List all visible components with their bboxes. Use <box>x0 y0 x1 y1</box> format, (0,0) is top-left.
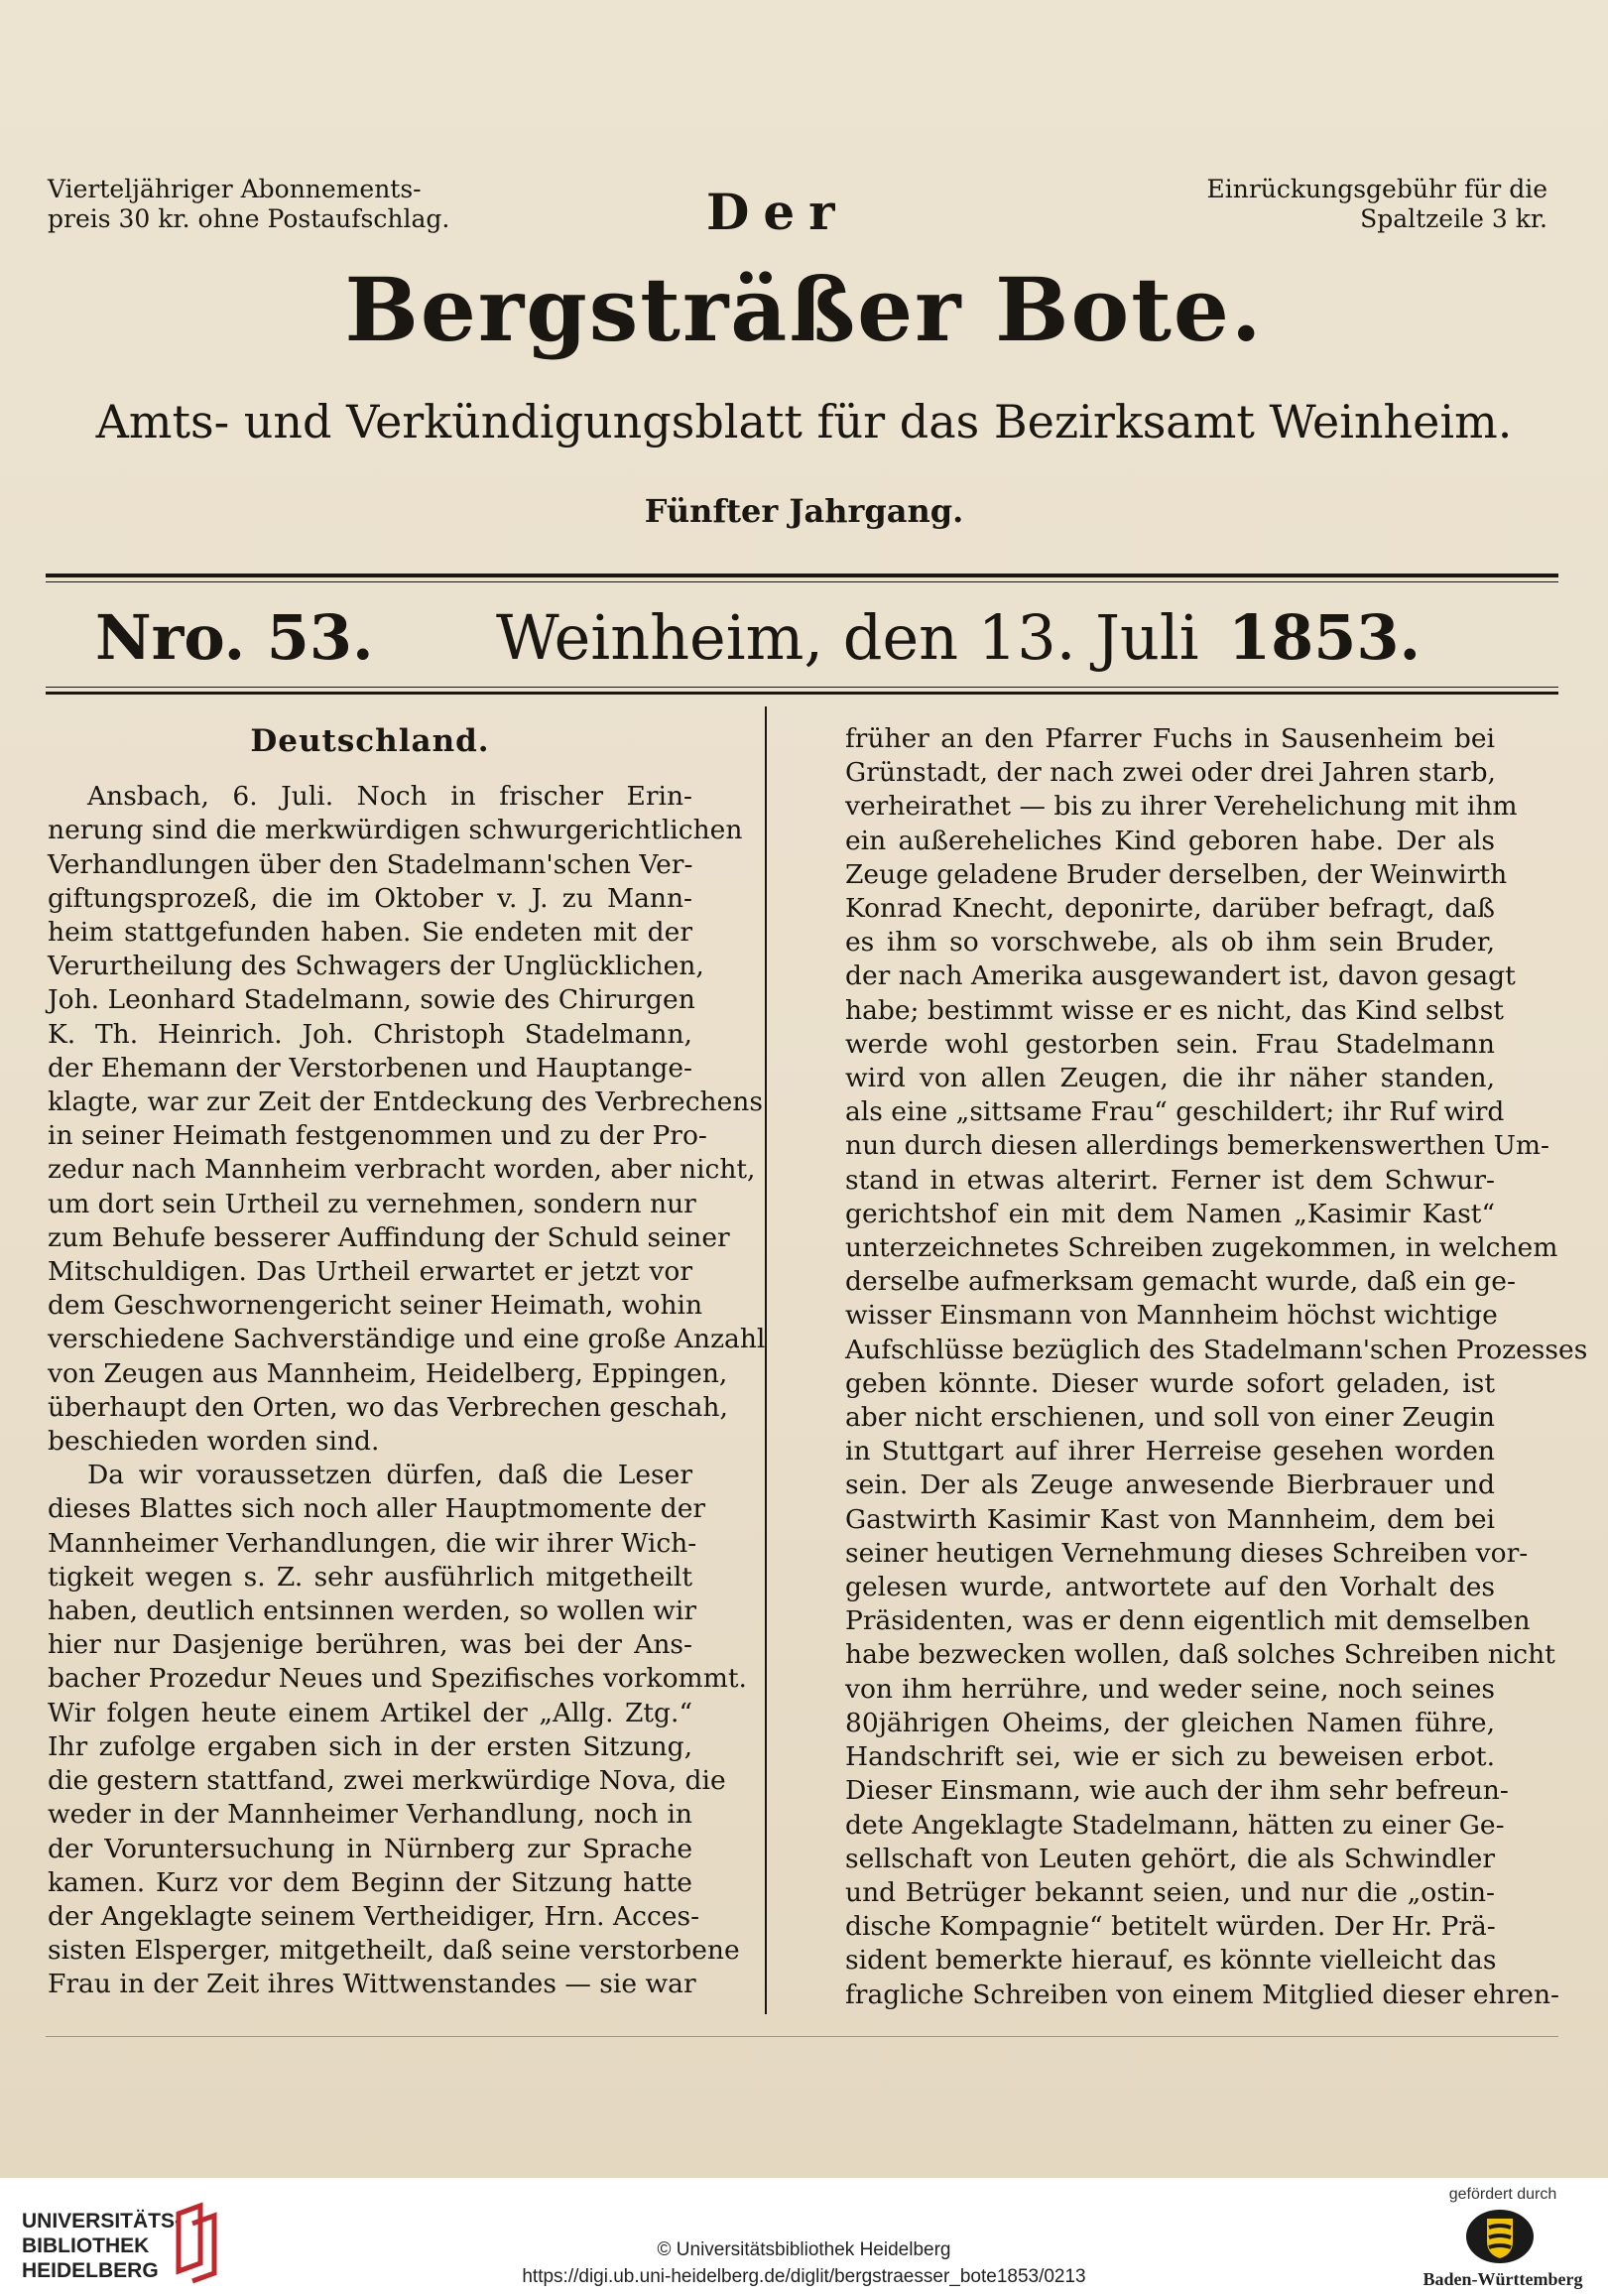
coat-of-arms-icon <box>1464 2208 1536 2265</box>
article-line: von Zeugen aus Mannheim, Heidelberg, Eppingen, <box>48 1357 728 1389</box>
article-line: Joh. Leonhard Stadelmann, sowie des Chirurgen <box>48 984 695 1016</box>
article-line: ein außereheliches Kind geboren habe. Der als <box>845 825 1495 856</box>
left-column <box>48 723 766 2002</box>
issue-number: Nro. 53. <box>95 601 374 674</box>
footer-bar <box>0 2178 1608 2296</box>
article-line: gelesen wurde, antwortete auf den Vorhalt des <box>845 1572 1495 1603</box>
article-line: dische Kompagnie“ betitelt würden. Der Hr. Prä- <box>845 1911 1496 1943</box>
article-line: beschieden worden sind. <box>48 1426 380 1458</box>
article-line: in Stuttgart auf ihrer Herreise gesehen worden <box>845 1436 1495 1467</box>
article-line: derselbe aufmerksam gemacht wurde, daß ein ge- <box>845 1266 1516 1298</box>
insertion-fee-line: Einrückungsgebühr für die <box>1206 175 1547 203</box>
article-line: heim stattgefunden haben. Sie endeten mit der <box>48 917 692 949</box>
article-line: fragliche Schreiben von einem Mitglied dieser ehren- <box>845 1978 1559 2010</box>
article-line: Da wir voraussetzen dürfen, daß die Leser <box>87 1460 692 1491</box>
masthead-der: Der <box>706 183 849 241</box>
bottom-double-rule <box>46 692 1558 695</box>
article-line: sisten Elsperger, mitgetheilt, daß seine verstorbene <box>48 1935 740 1967</box>
article-line: Dieser Einsmann, wie auch der ihm sehr befreun- <box>845 1775 1509 1807</box>
article-line: sein. Der als Zeuge anwesende Bierbrauer und <box>845 1469 1495 1501</box>
article-line: Mannheimer Verhandlungen, die wir ihrer Wich- <box>48 1527 697 1559</box>
article-line: als eine „sittsame Frau“ geschildert; ihr Ruf wird <box>845 1096 1505 1128</box>
article-line: Wir folgen heute einem Artikel der „Allg. Ztg.“ <box>48 1697 692 1728</box>
article-line: der Ehemann der Verstorbenen und Hauptange- <box>48 1052 692 1084</box>
article-line: der Voruntersuchung in Nürnberg zur Sprache <box>48 1833 692 1864</box>
article-line: Handschrift sei, wie er sich zu beweisen erbot. <box>845 1741 1495 1773</box>
column-divider <box>765 706 767 2014</box>
article-line: Ihr zufolge ergaben sich in der ersten Sitzung, <box>48 1730 692 1762</box>
article-line: werde wohl gestorben sein. Frau Stadelmann <box>845 1028 1495 1060</box>
library-wordmark-line: HEIDELBERG <box>22 2259 159 2282</box>
article-line: dem Geschwornengericht seiner Heimath, wohin <box>48 1290 703 1322</box>
article-line: tigkeit wegen s. Z. sehr ausführlich mitgetheilt <box>48 1561 692 1593</box>
issue-place-date: Weinheim, den 13. Juli <box>496 601 1199 674</box>
insertion-fee-line: Spaltzeile 3 kr. <box>1360 204 1547 233</box>
article-line: habe; bestimmt wisse er es nicht, das Kind selbst <box>845 994 1504 1026</box>
article-line: Verurtheilung des Schwagers der Unglücklichen, <box>48 951 704 982</box>
article-line: zum Behufe besserer Auffindung der Schuld seiner <box>48 1221 730 1253</box>
article-line: nerung sind die merkwürdigen schwurgerichtlichen <box>48 815 743 846</box>
article-line: die gestern stattfand, zwei merkwürdige Nova, die <box>48 1765 726 1797</box>
copyright-text: © Universitätsbibliothek Heidelberg <box>657 2239 951 2260</box>
article-line: Grünstadt, der nach zwei oder drei Jahren starb, <box>845 757 1496 789</box>
article-line: Ansbach, 6. Juli. Noch in frischer Erin- <box>87 781 692 813</box>
article-line: verheirathet — bis zu ihrer Verehelichung mit ihm <box>845 791 1518 823</box>
article-line: seiner heutigen Vernehmung dieses Schreiben vor- <box>845 1537 1529 1569</box>
article-line: überhaupt den Orten, wo das Verbrechen geschah, <box>48 1391 728 1423</box>
article-line: 80jährigen Oheims, der gleichen Namen führe, <box>845 1707 1495 1738</box>
article-line: Konrad Knecht, deponirte, darüber befragt, daß <box>845 893 1495 925</box>
article-line: zedur nach Mannheim verbracht worden, aber nicht, <box>48 1154 756 1186</box>
bottom-double-rule-thin <box>46 687 1558 688</box>
article-line: aber nicht erschienen, und soll von einer Zeugin <box>845 1402 1495 1434</box>
article-line: haben, deutlich entsinnen werden, so wollen wir <box>48 1595 697 1627</box>
article-line: sellschaft von Leuten gehört, die als Schwindler <box>845 1843 1495 1874</box>
article-line: dieses Blattes sich noch aller Hauptmomente der <box>48 1493 706 1525</box>
article-line: wird von allen Zeugen, die ihr näher standen, <box>845 1063 1495 1094</box>
article-line: nun durch diesen allerdings bemerkenswerthen Um- <box>845 1130 1550 1162</box>
article-line: giftungsprozeß, die im Oktober v. J. zu Mann- <box>48 882 692 914</box>
article-line: Verhandlungen über den Stadelmann'schen Ver- <box>48 848 693 880</box>
article-line: kamen. Kurz vor dem Beginn der Sitzung hatte <box>48 1866 692 1898</box>
article-line: wisser Einsmann von Mannheim höchst wichtige <box>845 1300 1498 1332</box>
newspaper-title: Bergsträßer Bote. <box>344 258 1264 361</box>
article-line: sident bemerkte hierauf, es könnte vielleicht das <box>845 1945 1497 1977</box>
article-line: der Angeklagte seinem Vertheidiger, Hrn. Acces- <box>48 1900 700 1932</box>
state-label: Baden-Württemberg <box>1422 2269 1583 2289</box>
page-bottom-edge <box>46 2036 1558 2037</box>
article-line: um dort sein Urtheil zu vernehmen, sondern nur <box>48 1188 696 1219</box>
subscription-note-line: preis 30 kr. ohne Postaufschlag. <box>48 204 450 233</box>
article-line: von ihm herrühre, und weder seine, noch seines <box>845 1673 1495 1705</box>
article-line: geben könnte. Dieser wurde sofort geladen, ist <box>845 1367 1495 1399</box>
article-line: Gastwirth Kasimir Kast von Mannheim, dem bei <box>845 1503 1495 1535</box>
right-column <box>845 722 1588 2012</box>
article-line: bacher Prozedur Neues und Spezifisches vorkommt. <box>48 1663 747 1695</box>
article-line: K. Th. Heinrich. Joh. Christoph Stadelmann, <box>48 1018 692 1050</box>
permalink-link[interactable]: https://digi.ub.uni-heidelberg.de/diglit/bergstraesser_bote1853/0213 <box>522 2266 1086 2287</box>
article-line: dete Angeklagte Stadelmann, hätten zu einer Ge- <box>845 1809 1505 1841</box>
article-line: Präsidenten, was er denn eigentlich mit demselben <box>845 1605 1531 1637</box>
article-line: der nach Amerika ausgewandert ist, davon gesagt <box>845 960 1516 992</box>
newspaper-subtitle: Amts- und Verkündigungsblatt für das Bezirksamt Weinheim. <box>95 395 1513 448</box>
article-line: habe bezwecken wollen, daß solches Schreiben nicht <box>845 1639 1555 1671</box>
article-line: unterzeichnetes Schreiben zugekommen, in welchem <box>845 1232 1558 1264</box>
article-line: weder in der Mannheimer Verhandlung, noch in <box>48 1799 692 1831</box>
article-line: Aufschlüsse bezüglich des Stadelmann'schen Prozesses <box>845 1334 1588 1365</box>
article-line: es ihm so vorschwebe, als ob ihm sein Bruder, <box>845 927 1495 958</box>
top-double-rule-thin <box>46 581 1558 582</box>
article-line: hier nur Dasjenige berühren, was bei der Ans- <box>48 1629 692 1661</box>
article-line: gerichtshof ein mit dem Namen „Kasimir Kast“ <box>845 1198 1495 1229</box>
insertion-fee-note <box>1195 175 1547 234</box>
issue-year: 1853. <box>1228 601 1422 674</box>
article-line: in seiner Heimath festgenommen und zu der Pro- <box>48 1120 707 1152</box>
article-line: früher an den Pfarrer Fuchs in Sausenheim bei <box>845 723 1495 754</box>
section-heading: Deutschland. <box>250 723 490 759</box>
article-line: Zeuge geladene Bruder derselben, der Weinwirth <box>845 858 1508 890</box>
library-wordmark-line: BIBLIOTHEK <box>22 2234 150 2257</box>
article-line: klagte, war zur Zeit der Entdeckung des Verbrechens <box>48 1086 763 1118</box>
article-line: stand in etwas alterirt. Ferner ist dem Schwur- <box>845 1164 1495 1196</box>
article-line: und Betrüger bekannt seien, und nur die „ostin- <box>845 1876 1495 1908</box>
funding-label: gefördert durch <box>1448 2186 1557 2203</box>
article-line: Frau in der Zeit ihres Wittwenstandes — sie war <box>48 1969 696 2000</box>
subscription-note-line: Vierteljähriger Abonnements- <box>48 175 422 203</box>
library-wordmark-line: UNIVERSITÄTS- <box>22 2210 183 2232</box>
subscription-note <box>48 175 449 234</box>
volume-label: Fünfter Jahrgang. <box>644 492 964 530</box>
article-line: verschiedene Sachverständige und eine große Anzahl <box>48 1324 766 1355</box>
article-line: Mitschuldigen. Das Urtheil erwartet er jetzt vor <box>48 1256 692 1288</box>
top-double-rule <box>46 574 1558 577</box>
